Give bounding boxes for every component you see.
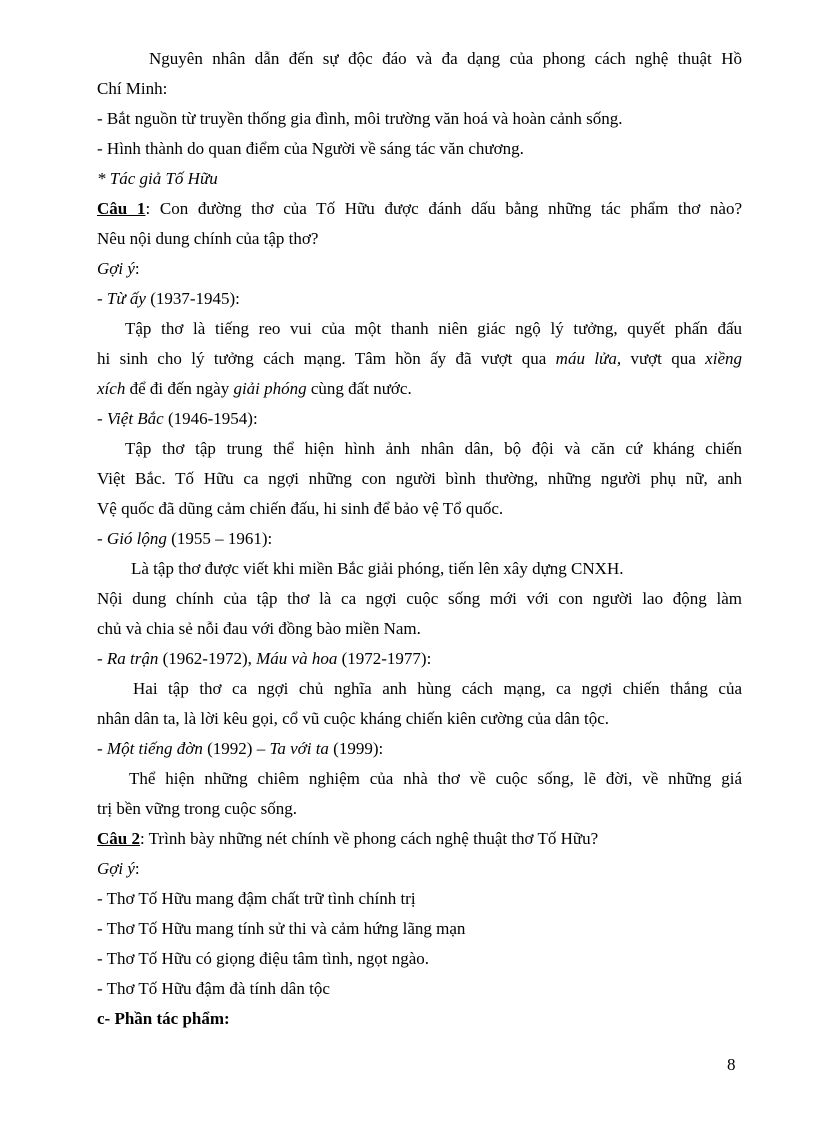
work-5-heading <box>97 734 742 764</box>
work-4-desc-2: nhân dân ta, là lời kêu gọi, cổ vũ cuộc kháng chiến kiên cường của dân tộc. <box>97 709 610 728</box>
style-item-1: - Thơ Tố Hữu mang đậm chất trữ tình chính trị <box>97 889 416 908</box>
hint-1 <box>97 254 742 284</box>
page-number: 8 <box>727 1055 736 1074</box>
work-1-desc-3 <box>97 374 742 404</box>
work-1-desc-2d: xiềng <box>705 349 742 368</box>
work-2-dash: - <box>97 409 107 428</box>
work-1-desc-2c: vượt qua <box>621 349 706 368</box>
work-5-dash: - <box>97 739 107 758</box>
work-1-desc-3c: giải phóng <box>233 379 307 398</box>
part-c-heading: c- Phần tác phẩm: <box>97 1009 230 1028</box>
hint-1-colon: : <box>134 259 140 278</box>
work-4-years-2: (1972-1977): <box>337 649 432 668</box>
work-1-years: (1937-1945): <box>145 289 240 308</box>
work-1-heading <box>97 284 742 314</box>
question-1-line-1 <box>97 194 742 224</box>
hint-2-colon: : <box>134 859 140 878</box>
style-item-4: - Thơ Tố Hữu đậm đà tính dân tộc <box>97 979 330 998</box>
work-3-desc-1: Là tập thơ được viết khi miền Bắc giải phóng, tiến lên xây dựng CNXH. <box>131 559 624 578</box>
work-2-desc-3: Vệ quốc đã dũng cảm chiến đấu, hi sinh để bảo vệ Tổ quốc. <box>97 499 504 518</box>
work-5-title-1: Một tiếng đờn <box>106 739 203 758</box>
bullet-formation: - Hình thành do quan điểm của Người về sáng tác văn chương. <box>97 139 524 158</box>
section-heading-text: * Tác giả Tố Hữu <box>97 169 218 188</box>
question-2-text: : Trình bày những nét chính về phong cách nghệ thuật thơ Tố Hữu? <box>139 829 599 848</box>
work-5-desc-2: trị bền vững trong cuộc sống. <box>97 799 297 818</box>
work-1-desc-2 <box>97 344 742 374</box>
hint-2 <box>97 854 742 884</box>
work-4-title-2: Máu và hoa <box>256 649 338 668</box>
work-1-title: Từ ấy <box>106 289 146 308</box>
work-4-title-1: - Ra trận <box>97 649 159 668</box>
work-3-dash: - <box>97 529 107 548</box>
work-5-title-2: Ta với ta <box>269 739 329 758</box>
work-3-title: Gió lộng <box>106 529 167 548</box>
work-1-desc-3a: xích <box>97 379 126 398</box>
question-1-line-2: Nêu nội dung chính của tập thơ? <box>97 229 319 248</box>
work-2-years: (1946-1954): <box>163 409 258 428</box>
work-1-desc-3b: để đi đến ngày <box>125 379 234 398</box>
hint-1-label: Gợi ý <box>97 259 135 278</box>
work-1-desc-2b: máu lửa, <box>555 349 622 368</box>
work-5-desc-1: Thể hiện những chiêm nghiệm của nhà thơ về cuộc sống, lẽ đời, về những giá <box>129 769 742 788</box>
work-1-desc-2a: hi sinh cho lý tưởng cách mạng. Tâm hồn ấy đã vượt qua <box>97 349 556 368</box>
intro-line-2: Chí Minh: <box>97 79 168 98</box>
work-1-dash: - <box>97 289 107 308</box>
hint-2-label: Gợi ý <box>97 859 135 878</box>
work-2-desc-2: Việt Bắc. Tố Hữu ca ngợi những con người bình thường, những người phụ nữ, anh <box>97 469 742 488</box>
work-5-years-1: (1992) – <box>202 739 270 758</box>
work-4-desc-1: Hai tập thơ ca ngợi chủ nghĩa anh hùng cách mạng, ca ngợi chiến thắng của <box>133 679 742 698</box>
work-2-desc-1: Tập thơ tập trung thể hiện hình ảnh nhân dân, bộ đội và căn cứ kháng chiến <box>125 439 742 458</box>
question-1-text: : Con đường thơ của Tố Hữu được đánh dấu bằng những tác phẩm thơ nào? <box>145 199 743 218</box>
question-2 <box>97 824 742 854</box>
work-3-desc-3: chủ và chia sẻ nỗi đau với đồng bào miền Nam. <box>97 619 421 638</box>
question-2-label: Câu 2 <box>97 829 140 848</box>
work-3-years: (1955 – 1961): <box>166 529 273 548</box>
question-1-label: Câu 1 <box>97 199 146 218</box>
bullet-origin: - Bắt nguồn từ truyền thống gia đình, môi trường văn hoá và hoàn cảnh sống. <box>97 109 623 128</box>
work-4-years-1: (1962-1972), <box>158 649 257 668</box>
work-5-years-2: (1999): <box>328 739 384 758</box>
section-heading-author <box>97 164 742 194</box>
intro-line-1: Nguyên nhân dẫn đến sự độc đáo và đa dạng của phong cách nghệ thuật Hồ <box>149 49 742 68</box>
work-4-heading <box>97 644 742 674</box>
work-3-heading <box>97 524 742 554</box>
work-3-desc-2: Nội dung chính của tập thơ là ca ngợi cuộc sống mới với con người lao động làm <box>97 589 742 608</box>
work-1-desc-1: Tập thơ là tiếng reo vui của một thanh niên giác ngộ lý tưởng, quyết phấn đấu <box>125 319 742 338</box>
work-2-title: Việt Bắc <box>106 409 164 428</box>
work-1-desc-3d: cùng đất nước. <box>306 379 412 398</box>
work-2-heading <box>97 404 742 434</box>
style-item-2: - Thơ Tố Hữu mang tính sử thi và cảm hứng lãng mạn <box>97 919 466 938</box>
style-item-3: - Thơ Tố Hữu có giọng điệu tâm tình, ngọt ngào. <box>97 949 430 968</box>
document-page <box>97 44 742 1034</box>
